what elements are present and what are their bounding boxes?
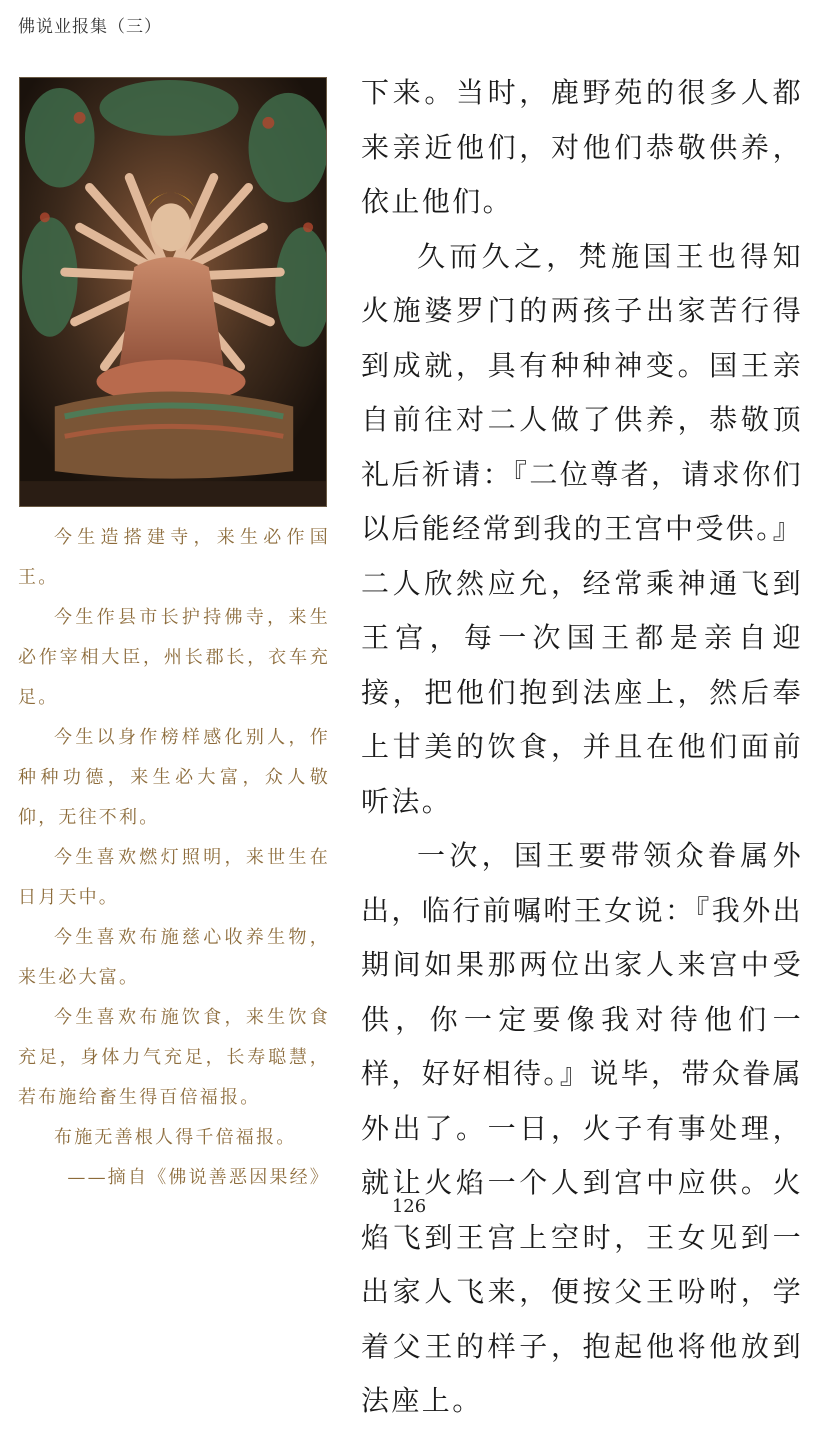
sidebar-source: ——摘自《佛说善恶因果经》 (67, 1167, 330, 1188)
sidebar-paragraph: 今生作县市长护持佛寺，来生必作宰相大臣，州长郡长，衣车充足。 (18, 607, 330, 708)
body-paragraph: 久而久之，梵施国王也得知火施婆罗门的两孩子出家苦行得到成就，具有种种神变。国王亲自前往对二人做了供养，恭敬顶礼后祈请：『二位尊者，请求你们以后能经常到我的王宫中受供。』二人欣然应允，经常乘神通飞到王宫，每一次国王都是亲自迎接，把他们抱到法座上，然后奉上甘美的饮食，并且在他们面前听法。 (361, 239, 804, 818)
body-paragraph: 下来。当时，鹿野苑的很多人都来亲近他们，对他们恭敬供养，依止他们。 (361, 76, 803, 218)
sidebar-quotes (18, 518, 330, 1198)
sidebar-paragraph: 布施无善根人得千倍福报。 (54, 1127, 297, 1148)
running-title: 佛说业报集（三） (18, 17, 162, 37)
sidebar-paragraph: 今生喜欢燃灯照明，来世生在日月天中。 (18, 847, 330, 908)
statue-illustration (20, 78, 326, 506)
buddha-statue-image (19, 77, 327, 507)
main-text (361, 66, 803, 1429)
sidebar-paragraph: 今生喜欢布施饮食，来生饮食充足，身体力气充足，长寿聪慧，若布施给畜生得百倍福报。 (18, 1007, 330, 1108)
body-paragraph: 一次，国王要带领众眷属外出，临行前嘱咐王女说：『我外出期间如果那两位出家人来宫中受供，你一定要像我对待他们一样，好好相待。』说毕，带众眷属外出了。一日，火子有事处理，就让火焰一个人到宫中应供。火焰飞到王宫上空时，王女见到一出家人飞来，便按父王吩咐，学着父王的样子，抱起他将他放到法座上。 (361, 839, 804, 1417)
page-number: 126 (391, 1196, 427, 1217)
sidebar-paragraph: 今生以身作榜样感化别人，作种种功德，来生必大富，众人敬仰，无往不利。 (18, 727, 330, 828)
sidebar-paragraph: 今生喜欢布施慈心收养生物，来生必大富。 (18, 927, 330, 988)
sidebar-paragraph: 今生造搭建寺，来生必作国王。 (18, 527, 330, 588)
